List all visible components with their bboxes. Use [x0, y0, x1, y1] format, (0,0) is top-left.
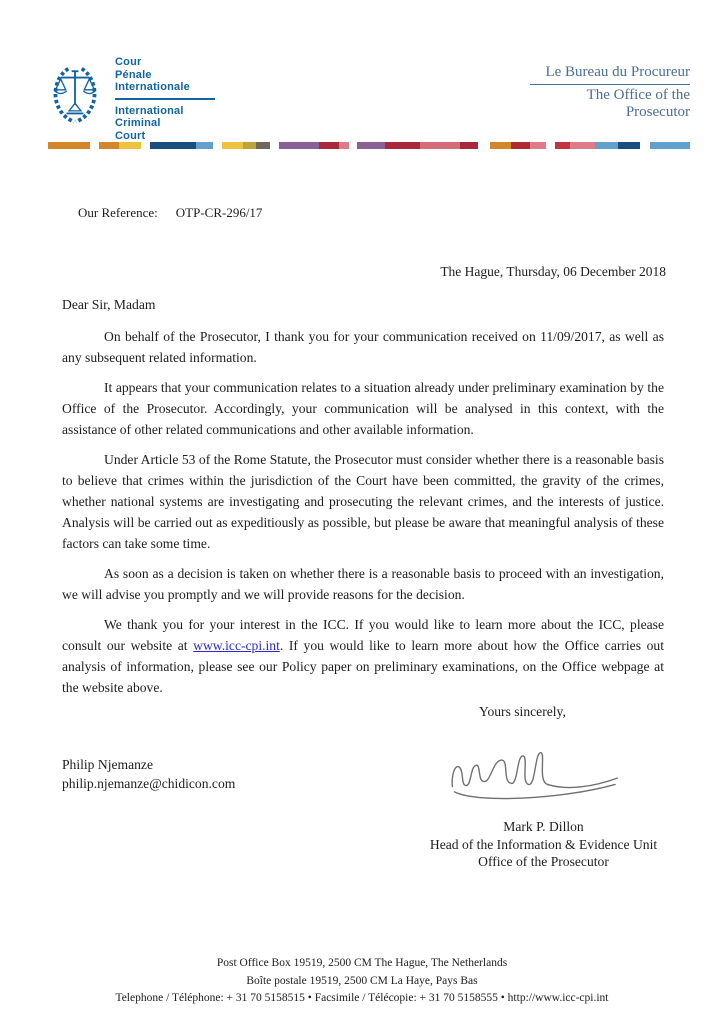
paragraph-4: As soon as a decision is taken on whether there is a reasonable basis to proceed with an investigation, we will advise you promptly and we will provide reasons for the decision.	[62, 566, 664, 602]
office-title-en: The Office of the Prosecutor	[586, 87, 690, 120]
stripe-segment	[243, 142, 256, 149]
stripe-segment	[339, 142, 349, 149]
letterhead-footer	[0, 955, 724, 1008]
sender-email: philip.njemanze@chidicon.com	[62, 775, 236, 791]
stripe-segment	[48, 142, 90, 149]
paragraph-3: Under Article 53 of the Rome Statute, the Prosecutor must consider whether there is a reasonable basis to believe that crimes within the jurisdiction of the Court have been committed, the gravity of the crimes, whether national systems are investigating and prosecuting the relevant crimes, and the interests of justice. Analysis will be carried out as expeditiously as possible, but please be aware that meaningful analysis of these factors can take some time.	[62, 452, 664, 551]
stripe-segment	[570, 142, 595, 149]
salutation: Dear Sir, Madam	[62, 297, 156, 312]
office-divider	[530, 84, 690, 85]
stripe-segment	[222, 142, 243, 149]
icc-website-link[interactable]: www.icc-cpi.int	[193, 638, 280, 653]
logo-line-en-1: International	[115, 104, 184, 117]
office-of-prosecutor-header	[530, 64, 690, 121]
stripe-segment	[490, 142, 511, 149]
signatory-block	[416, 818, 671, 871]
dateline: The Hague, Thursday, 06 December 2018	[440, 264, 666, 279]
icc-logo	[48, 56, 215, 142]
logo-divider	[115, 98, 215, 100]
stripe-segment	[279, 142, 319, 149]
reference-value: OTP-CR-296/17	[175, 205, 263, 220]
stripe-segment	[357, 142, 385, 149]
stripe-segment	[119, 142, 141, 149]
reference-label: Our Reference:	[78, 205, 158, 220]
stripe-segment	[420, 142, 460, 149]
signatory-unit: Office of the Prosecutor	[478, 854, 609, 869]
signatory-name: Mark P. Dillon	[503, 819, 584, 834]
stripe-segment	[319, 142, 339, 149]
footer-contact: Telephone / Téléphone: + 31 70 5158515 • Facsimile / Télécopie: + 31 70 5158555 • http://www.icc-cpi.int	[115, 992, 609, 1004]
stripe-segment	[650, 142, 690, 149]
paragraph-5	[62, 614, 664, 698]
footer-address-fr: Boîte postale 19519, 2500 CM La Haye, Pays Bas	[246, 974, 478, 987]
stripe-segment	[555, 142, 570, 149]
logo-line-fr-2: Pénale	[115, 68, 152, 81]
logo-line-en-2: Criminal	[115, 117, 161, 129]
stripe-segment	[618, 142, 640, 149]
closing-text-before-link: We thank you for your interest in the ICC. If you would like to learn more about the ICC, please consult our website at	[62, 617, 664, 653]
stripe-segment	[150, 142, 196, 149]
logo-line-en-3: Court	[115, 129, 146, 142]
letter-body	[62, 294, 664, 698]
icc-logo-wordmark	[115, 56, 215, 142]
logo-line-fr-3: Internationale	[115, 81, 190, 93]
office-title-fr: Le Bureau du Procureur	[545, 64, 690, 80]
signatory-title: Head of the Information & Evidence Unit	[429, 836, 658, 852]
decorative-stripe	[0, 142, 724, 149]
stripe-segment	[256, 142, 270, 149]
stripe-segment	[385, 142, 420, 149]
stripe-segment	[595, 142, 618, 149]
paragraph-2: It appears that your communication relates to a situation already under preliminary examination by the Office of the Prosecutor. Accordingly, your communication will be analysed in this context, with the assistance of other related communications and other available information.	[62, 380, 664, 437]
valediction: Yours sincerely,	[479, 704, 566, 719]
stripe-segment	[511, 142, 530, 149]
icc-emblem-icon	[48, 58, 102, 130]
reference-line	[78, 205, 262, 221]
signature-image	[446, 744, 631, 808]
paragraph-1: On behalf of the Prosecutor, I thank you for your communication received on 11/09/2017, as well as any subsequent related information.	[62, 329, 664, 365]
stripe-segment	[530, 142, 546, 149]
stripe-segment	[460, 142, 478, 149]
stripe-segment	[99, 142, 119, 149]
stripe-segment	[196, 142, 213, 149]
sender-name: Philip Njemanze	[62, 757, 153, 772]
logo-line-fr-1: Cour	[115, 56, 142, 68]
sender-block	[62, 756, 235, 793]
closing-text-after-link: . If you would like to learn more about how the Office carries out analysis of information, please see our Policy paper on preliminary examinations, on the Office webpage at the website above.	[62, 638, 664, 695]
footer-address-en: Post Office Box 19519, 2500 CM The Hague, The Netherlands	[216, 957, 508, 969]
